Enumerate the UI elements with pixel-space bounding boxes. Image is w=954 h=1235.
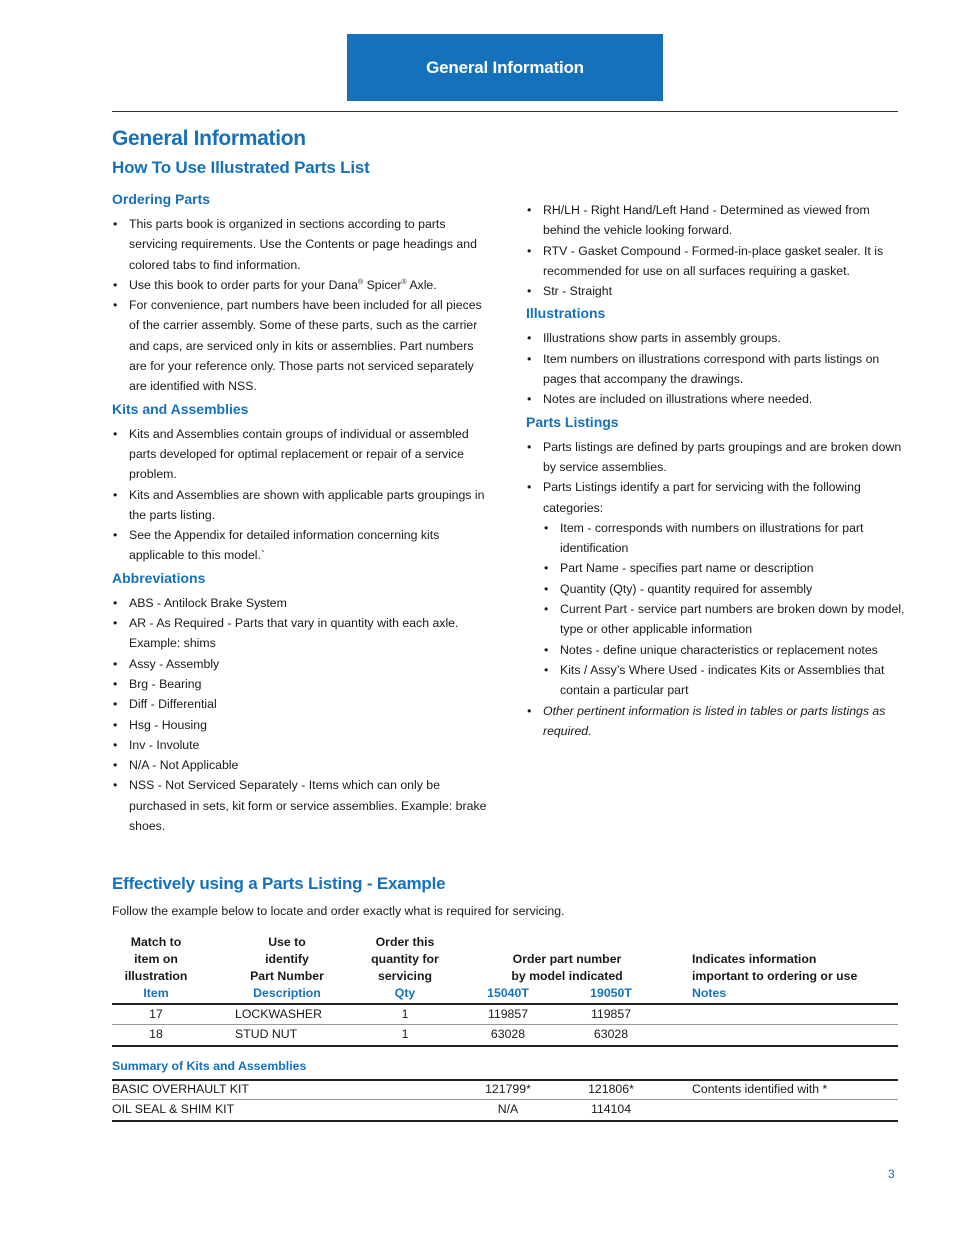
col-head-line: Use to: [268, 935, 306, 949]
list-item: [112, 275, 490, 295]
list-item: • N/A - Not Applicable: [112, 755, 490, 775]
col-label-item: Item: [143, 986, 169, 1000]
categories-list: [543, 518, 906, 701]
list-item: • See the Appendix for detailed information concerning kits applicable to this model.`: [112, 525, 490, 566]
sub-list-item: • Current Part - service part numbers are broken down by model, type or other applicable information: [543, 599, 906, 640]
cell-qty: 1: [401, 1007, 409, 1021]
parts-listings-list: [526, 437, 906, 741]
example-intro: Follow the example below to locate and order exactly what is required for servicing.: [112, 904, 565, 918]
col-head-line: Order part number: [512, 952, 622, 966]
cell-item: 17: [149, 1007, 163, 1021]
sub-list-item: • Item - corresponds with numbers on illustrations for part identification: [543, 518, 906, 559]
cell-model-1: 121799*: [485, 1082, 531, 1096]
sub-list-item: • Part Name - specifies part name or description: [543, 558, 906, 578]
list-item: • NSS - Not Serviced Separately - Items which can only be purchased in sets, kit form or service assemblies. Example: brake shoes.: [112, 775, 490, 836]
list-item: [526, 477, 906, 700]
axle-text: Axle.: [406, 277, 437, 292]
cell-qty: 1: [401, 1027, 409, 1041]
list-item: • Item numbers on illustrations correspond with parts listings on pages that accompany the drawings.: [526, 349, 906, 390]
cell-description: BASIC OVERHAULT KIT: [112, 1082, 249, 1096]
col-head-line: illustration: [124, 969, 188, 983]
cell-notes: Contents identified with *: [692, 1082, 828, 1096]
ordering-list: [112, 214, 490, 397]
col-label-qty: Qty: [394, 986, 416, 1000]
sub-list-item: • Notes - define unique characteristics or replacement notes: [543, 640, 906, 660]
sub-list-item: • Kits / Assy’s Where Used - indicates Kits or Assemblies that contain a particular part: [543, 660, 906, 701]
list-item: • Notes are included on illustrations where needed.: [526, 389, 906, 409]
list-item: • Assy - Assembly: [112, 654, 490, 674]
col-head-line: Indicates information: [692, 952, 817, 966]
summary-bottom-rule: [112, 1120, 898, 1122]
parts-listings-heading: Parts Listings: [526, 413, 619, 430]
cell-model-1: 119857: [487, 1007, 529, 1021]
illustrations-list: [526, 328, 906, 409]
cell-description: LOCKWASHER: [235, 1007, 323, 1021]
ordering-heading: Ordering Parts: [112, 191, 211, 207]
list-item: • Illustrations show parts in assembly groups.: [526, 328, 906, 348]
col-head-model: [487, 951, 647, 985]
section-tab-title: General Information: [426, 57, 584, 77]
dana-text: Use this book to order parts for your Dana: [129, 277, 358, 292]
col-head-line: Order this: [375, 935, 435, 949]
table-bottom-rule: [112, 1045, 898, 1047]
col-head-line: Match to: [130, 935, 182, 949]
kits-list: [112, 424, 490, 566]
list-item: • Parts listings are defined by parts groupings and are broken down by service assemblies.: [526, 437, 906, 478]
section-tab: [347, 34, 663, 101]
cell-model-2: 114104: [590, 1102, 632, 1116]
list-item: • Hsg - Housing: [112, 715, 490, 735]
list-item: • Inv - Involute: [112, 735, 490, 755]
list-item: • AR - As Required - Parts that vary in quantity with each axle. Example: shims: [112, 613, 490, 654]
page-number: 3: [888, 1167, 895, 1181]
illustrations-heading: Illustrations: [526, 305, 606, 322]
list-item: • Kits and Assemblies contain groups of individual or assembled parts developed for optimal replacement or repair of a service problem.: [112, 424, 490, 485]
list-item: • Brg - Bearing: [112, 674, 490, 694]
abbreviations-heading: Abbreviations: [112, 569, 206, 586]
col-head-item: [112, 934, 200, 1002]
list-item: • For convenience, part numbers have been included for all pieces of the carrier assembly. Some of these parts, such as the carrier and caps, are serviced only in kits or assemblies. Part numbers are for your reference only. Those parts not serviced separately are identified with NSS.: [112, 295, 490, 396]
cell-item: 18: [149, 1027, 163, 1041]
col-head-notes: [692, 951, 892, 1002]
kits-heading: Kits and Assemblies: [112, 400, 249, 417]
list-item-note: • Other pertinent information is listed in tables or parts listings as required.: [526, 701, 906, 742]
list-item: • Str - Straight: [526, 281, 906, 301]
example-heading: Effectively using a Parts Listing - Example: [112, 874, 446, 893]
abbreviations-list: [112, 593, 490, 837]
sub-list-item: • Quantity (Qty) - quantity required for assembly: [543, 579, 906, 599]
abbreviations-list-continued: [526, 200, 906, 301]
col-head-line: item on: [134, 952, 178, 966]
col-head-line: quantity for: [371, 952, 439, 966]
col-head-line: identify: [265, 952, 309, 966]
left-column: [112, 189, 490, 838]
col-head-qty: [360, 934, 450, 1002]
col-label-model-2: 19050T: [590, 986, 632, 1000]
list-item-text: Parts Listings identify a part for servicing with the following categories:: [543, 480, 861, 515]
col-head-line: servicing: [378, 969, 432, 983]
col-head-line: important to ordering or use: [692, 969, 858, 983]
col-label-description: Description: [253, 986, 321, 1000]
cell-model-1: 63028: [490, 1027, 526, 1041]
page-subtitle: How To Use Illustrated Parts List: [112, 158, 370, 177]
cell-model-2: 63028: [593, 1027, 629, 1041]
cell-description: OIL SEAL & SHIM KIT: [112, 1102, 235, 1116]
list-item: • ABS - Antilock Brake System: [112, 593, 490, 613]
col-label-model-1: 15040T: [487, 986, 529, 1000]
cell-description: STUD NUT: [235, 1027, 298, 1041]
registered-mark: ®: [401, 278, 407, 286]
spicer-text: Spicer: [363, 277, 402, 292]
list-item: • Kits and Assemblies are shown with applicable parts groupings in the parts listing.: [112, 485, 490, 526]
header-rule: [112, 111, 898, 112]
col-head-line: Part Number: [250, 969, 324, 983]
right-column: [526, 200, 906, 743]
cell-model-1: N/A: [497, 1102, 519, 1116]
summary-title: Summary of Kits and Assemblies: [112, 1059, 307, 1073]
list-item: • Diff - Differential: [112, 694, 490, 714]
col-head-line: by model indicated: [511, 969, 623, 983]
registered-mark: ®: [357, 278, 364, 286]
list-item: • This parts book is organized in sections according to parts servicing requirements. Use the Contents or page headings and colored tabs to find information.: [112, 214, 490, 275]
page-title: General Information: [112, 127, 306, 150]
list-item: • RTV - Gasket Compound - Formed-in-place gasket sealer. It is recommended for use on all surfaces requiring a gasket.: [526, 241, 906, 282]
cell-model-2: 119857: [590, 1007, 632, 1021]
cell-model-2: 121806*: [588, 1082, 634, 1096]
col-head-desc: [232, 934, 342, 1002]
col-label-notes: Notes: [692, 986, 727, 1000]
list-item: • RH/LH - Right Hand/Left Hand - Determined as viewed from behind the vehicle looking forward.: [526, 200, 906, 241]
